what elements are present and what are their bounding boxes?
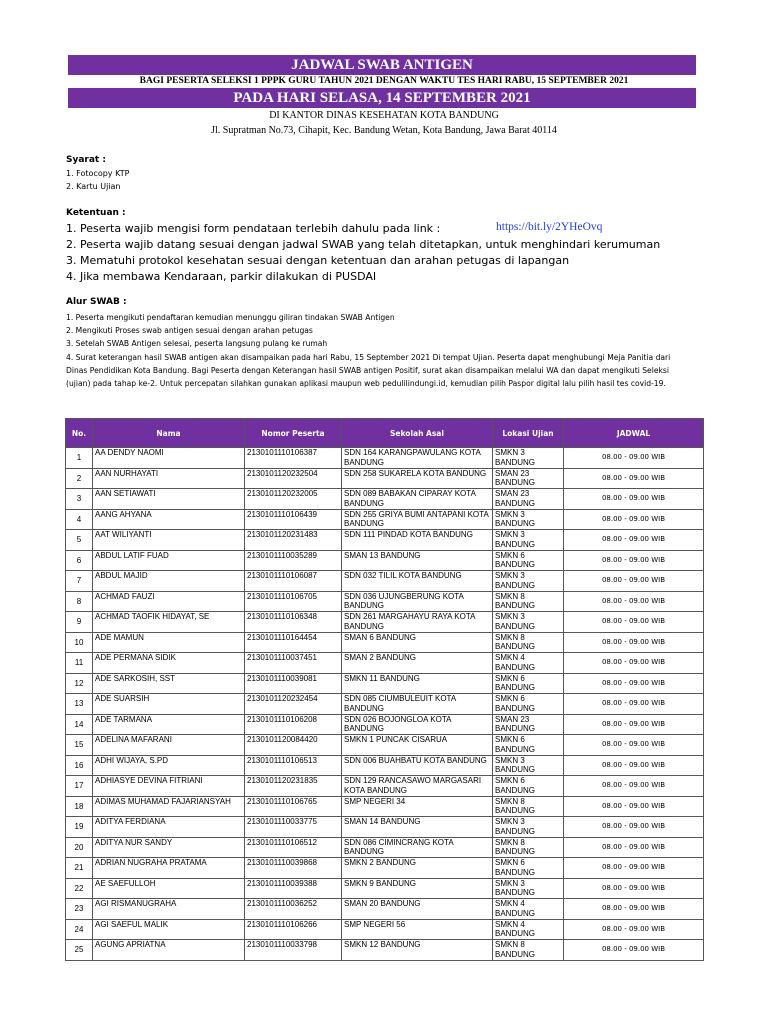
cell-lokasi-ujian: SMKN 6 BANDUNG — [493, 858, 564, 879]
cell-lokasi-ujian: SMKN 8 BANDUNG — [493, 940, 564, 961]
cell-jadwal: 08.00 - 09.00 WIB — [564, 878, 704, 899]
cell-jadwal: 08.00 - 09.00 WIB — [564, 530, 704, 551]
ketentuan-title: Ketentuan : — [66, 208, 126, 218]
cell-nomor-peserta: 2130101120231835 — [245, 776, 342, 797]
table-row — [66, 940, 704, 961]
cell-no: 10 — [66, 632, 93, 653]
table-row — [66, 468, 704, 489]
cell-sekolah-asal: SDN 086 CIMINCRANG KOTA BANDUNG — [342, 837, 493, 858]
cell-nama: AGI SAEFUL MALIK — [93, 919, 245, 940]
table-row — [66, 858, 704, 879]
cell-nomor-peserta: 2130101110106765 — [245, 796, 342, 817]
cell-nama: ADELINA MAFARANI — [93, 735, 245, 756]
header-lokasi-ujian: Lokasi Ujian — [493, 419, 564, 448]
alur-item: 1. Peserta mengikuti pendaftaran kemudian menunggu giliran tindakan SWAB Antigen — [66, 313, 395, 322]
table-row — [66, 448, 704, 469]
cell-nomor-peserta: 2130101110106512 — [245, 837, 342, 858]
cell-nomor-peserta: 2130101110106208 — [245, 714, 342, 735]
location-line: DI KANTOR DINAS KESEHATAN KOTA BANDUNG — [269, 110, 499, 121]
table-row — [66, 899, 704, 920]
subtitle: BAGI PESERTA SELEKSI 1 PPPK GURU TAHUN 2021 DENGAN WAKTU TES HARI RABU, 15 SEPTEMBER 2021 — [139, 76, 629, 86]
cell-nama: AGUNG APRIATNA — [93, 940, 245, 961]
cell-no: 14 — [66, 714, 93, 735]
cell-no: 13 — [66, 694, 93, 715]
cell-jadwal: 08.00 - 09.00 WIB — [564, 796, 704, 817]
cell-nomor-peserta: 2130101120232454 — [245, 694, 342, 715]
syarat-title: Syarat : — [66, 155, 106, 165]
cell-nomor-peserta: 2130101110036252 — [245, 899, 342, 920]
cell-lokasi-ujian: SMKN 6 BANDUNG — [493, 673, 564, 694]
cell-nama: AA DENDY NAOMI — [93, 448, 245, 469]
cell-sekolah-asal: SMKN 9 BANDUNG — [342, 878, 493, 899]
cell-no: 25 — [66, 940, 93, 961]
cell-no: 17 — [66, 776, 93, 797]
table-row — [66, 489, 704, 510]
table-row — [66, 673, 704, 694]
cell-no: 22 — [66, 878, 93, 899]
cell-lokasi-ujian: SMKN 3 BANDUNG — [493, 571, 564, 592]
cell-jadwal: 08.00 - 09.00 WIB — [564, 489, 704, 510]
cell-nomor-peserta: 2130101110106266 — [245, 919, 342, 940]
cell-sekolah-asal: SDN 111 PINDAD KOTA BANDUNG — [342, 530, 493, 551]
cell-jadwal: 08.00 - 09.00 WIB — [564, 612, 704, 633]
table-body — [66, 448, 704, 961]
cell-jadwal: 08.00 - 09.00 WIB — [564, 940, 704, 961]
table-row — [66, 591, 704, 612]
cell-no: 21 — [66, 858, 93, 879]
cell-sekolah-asal: SMAN 14 BANDUNG — [342, 817, 493, 838]
cell-nomor-peserta: 2130101110039868 — [245, 858, 342, 879]
cell-nama: ABDUL LATIF FUAD — [93, 550, 245, 571]
table-row — [66, 714, 704, 735]
cell-sekolah-asal: SDN 164 KARANGPAWULANG KOTA BANDUNG — [342, 448, 493, 469]
cell-sekolah-asal: SMKN 12 BANDUNG — [342, 940, 493, 961]
form-link[interactable]: https://bit.ly/2YHeOvq — [496, 221, 603, 233]
cell-no: 19 — [66, 817, 93, 838]
table-row — [66, 550, 704, 571]
alur-item: 4. Surat keterangan hasil SWAB antigen akan disampaikan pada hari Rabu, 15 September 2021 Di tempat Ujian. Peserta dapat menghubungi Meja Panitia dari Dinas Pendidikan Kota Bandung. Bagi Peserta dengan Keterangan hasil SWAB antigen Positif, surat akan disampaikan melalui WA dan dapat mengikuti Seleksi (ujian) pada tahap ke-2. Untuk percepatan silahkan gunakan aplikasi maupun web pedulilindungi.id, kemudian pilih Paspor digital lalu pilih hasil tes covid-19. — [66, 352, 671, 389]
syarat-item: 2. Kartu Ujian — [66, 182, 121, 191]
cell-nama: ACHMAD FAUZI — [93, 591, 245, 612]
cell-no: 2 — [66, 468, 93, 489]
cell-sekolah-asal: SMAN 2 BANDUNG — [342, 653, 493, 674]
cell-nomor-peserta: 2130101120231483 — [245, 530, 342, 551]
cell-lokasi-ujian: SMKN 3 BANDUNG — [493, 817, 564, 838]
cell-sekolah-asal: SMAN 6 BANDUNG — [342, 632, 493, 653]
cell-nama: ADITYA FERDIANA — [93, 817, 245, 838]
cell-jadwal: 08.00 - 09.00 WIB — [564, 448, 704, 469]
table-row — [66, 509, 704, 530]
alur-title: Alur SWAB : — [66, 297, 127, 307]
ketentuan-item: 4. Jika membawa Kendaraan, parkir dilakukan di PUSDAI — [66, 270, 377, 283]
cell-jadwal: 08.00 - 09.00 WIB — [564, 509, 704, 530]
alur-list — [66, 311, 694, 390]
cell-sekolah-asal: SMKN 2 BANDUNG — [342, 858, 493, 879]
cell-nama: ADE PERMANA SIDIK — [93, 653, 245, 674]
cell-jadwal: 08.00 - 09.00 WIB — [564, 673, 704, 694]
cell-no: 23 — [66, 899, 93, 920]
table-row — [66, 776, 704, 797]
cell-jadwal: 08.00 - 09.00 WIB — [564, 468, 704, 489]
cell-jadwal: 08.00 - 09.00 WIB — [564, 571, 704, 592]
cell-lokasi-ujian: SMKN 6 BANDUNG — [493, 735, 564, 756]
table-row — [66, 653, 704, 674]
cell-sekolah-asal: SMAN 20 BANDUNG — [342, 899, 493, 920]
cell-lokasi-ujian: SMKN 8 BANDUNG — [493, 837, 564, 858]
cell-jadwal: 08.00 - 09.00 WIB — [564, 735, 704, 756]
cell-jadwal: 08.00 - 09.00 WIB — [564, 776, 704, 797]
cell-nama: ADE TARMANA — [93, 714, 245, 735]
cell-lokasi-ujian: SMKN 3 BANDUNG — [493, 509, 564, 530]
cell-jadwal: 08.00 - 09.00 WIB — [564, 755, 704, 776]
cell-sekolah-asal: SDN 129 RANCASAWO MARGASARI KOTA BANDUNG — [342, 776, 493, 797]
cell-no: 20 — [66, 837, 93, 858]
cell-nama: ACHMAD TAOFIK HIDAYAT, SE — [93, 612, 245, 633]
cell-lokasi-ujian: SMKN 4 BANDUNG — [493, 919, 564, 940]
address-line: Jl. Supratman No.73, Cihapit, Kec. Bandung Wetan, Kota Bandung, Jawa Barat 40114 — [211, 125, 557, 136]
cell-nama: ADRIAN NUGRAHA PRATAMA — [93, 858, 245, 879]
cell-lokasi-ujian: SMAN 23 BANDUNG — [493, 489, 564, 510]
cell-no: 11 — [66, 653, 93, 674]
cell-nomor-peserta: 2130101110033798 — [245, 940, 342, 961]
cell-no: 18 — [66, 796, 93, 817]
cell-sekolah-asal: SDN 006 BUAHBATU KOTA BANDUNG — [342, 755, 493, 776]
cell-lokasi-ujian: SMKN 8 BANDUNG — [493, 632, 564, 653]
table-row — [66, 612, 704, 633]
table-row — [66, 694, 704, 715]
alur-item: 3. Setelah SWAB Antigen selesai, peserta langsung pulang ke rumah — [66, 339, 328, 349]
cell-jadwal: 08.00 - 09.00 WIB — [564, 714, 704, 735]
table-row — [66, 755, 704, 776]
cell-lokasi-ujian: SMKN 6 BANDUNG — [493, 776, 564, 797]
cell-nama: ADITYA NUR SANDY — [93, 837, 245, 858]
header-sekolah-asal: Sekolah Asal — [342, 419, 493, 448]
cell-lokasi-ujian: SMKN 4 BANDUNG — [493, 899, 564, 920]
cell-sekolah-asal: SMAN 13 BANDUNG — [342, 550, 493, 571]
cell-jadwal: 08.00 - 09.00 WIB — [564, 837, 704, 858]
cell-no: 16 — [66, 755, 93, 776]
day-banner: PADA HARI SELASA, 14 SEPTEMBER 2021 — [68, 88, 696, 108]
cell-jadwal: 08.00 - 09.00 WIB — [564, 632, 704, 653]
cell-nomor-peserta: 2130101110106439 — [245, 509, 342, 530]
cell-jadwal: 08.00 - 09.00 WIB — [564, 694, 704, 715]
cell-no: 4 — [66, 509, 93, 530]
cell-sekolah-asal: SDN 036 UJUNGBERUNG KOTA BANDUNG — [342, 591, 493, 612]
cell-nomor-peserta: 2130101120232005 — [245, 489, 342, 510]
cell-sekolah-asal: SMP NEGERI 34 — [342, 796, 493, 817]
cell-jadwal: 08.00 - 09.00 WIB — [564, 817, 704, 838]
cell-nama: AAN SETIAWATI — [93, 489, 245, 510]
cell-sekolah-asal: SMKN 1 PUNCAK CISARUA — [342, 735, 493, 756]
cell-nomor-peserta: 2130101110106387 — [245, 448, 342, 469]
cell-sekolah-asal: SDN 261 MARGAHAYU RAYA KOTA BANDUNG — [342, 612, 493, 633]
cell-sekolah-asal: SMP NEGERI 56 — [342, 919, 493, 940]
cell-lokasi-ujian: SMKN 8 BANDUNG — [493, 796, 564, 817]
table-row — [66, 632, 704, 653]
cell-no: 7 — [66, 571, 93, 592]
cell-nomor-peserta: 2130101110037451 — [245, 653, 342, 674]
cell-jadwal: 08.00 - 09.00 WIB — [564, 653, 704, 674]
table-row — [66, 735, 704, 756]
cell-lokasi-ujian: SMKN 8 BANDUNG — [493, 591, 564, 612]
table-row — [66, 837, 704, 858]
cell-nomor-peserta: 2130101110039081 — [245, 673, 342, 694]
cell-jadwal: 08.00 - 09.00 WIB — [564, 550, 704, 571]
title-banner: JADWAL SWAB ANTIGEN — [68, 55, 696, 75]
cell-sekolah-asal: SDN 032 TILIL KOTA BANDUNG — [342, 571, 493, 592]
cell-nama: ADE SUARSIH — [93, 694, 245, 715]
cell-sekolah-asal: SDN 258 SUKARELA KOTA BANDUNG — [342, 468, 493, 489]
cell-sekolah-asal: SDN 085 CIUMBULEUIT KOTA BANDUNG — [342, 694, 493, 715]
table-row — [66, 919, 704, 940]
cell-nama: ADIMAS MUHAMAD FAJARIANSYAH — [93, 796, 245, 817]
cell-lokasi-ujian: SMKN 3 BANDUNG — [493, 530, 564, 551]
cell-nomor-peserta: 2130101110106348 — [245, 612, 342, 633]
cell-nomor-peserta: 2130101110033775 — [245, 817, 342, 838]
cell-nomor-peserta: 2130101110106705 — [245, 591, 342, 612]
cell-nama: AGI RISMANUGRAHA — [93, 899, 245, 920]
schedule-table — [65, 418, 704, 961]
table-header-row — [66, 419, 704, 448]
cell-nama: AANG AHYANA — [93, 509, 245, 530]
ketentuan-item: 3. Mematuhi protokol kesehatan sesuai dengan ketentuan dan arahan petugas di lapangan — [66, 254, 570, 267]
cell-nama: ADHI WIJAYA, S.PD — [93, 755, 245, 776]
cell-sekolah-asal: SDN 089 BABAKAN CIPARAY KOTA BANDUNG — [342, 489, 493, 510]
ketentuan-item: 1. Peserta wajib mengisi form pendataan terlebih dahulu pada link : — [66, 222, 441, 235]
cell-jadwal: 08.00 - 09.00 WIB — [564, 591, 704, 612]
cell-nomor-peserta: 2130101110106513 — [245, 755, 342, 776]
cell-nomor-peserta: 2130101110164454 — [245, 632, 342, 653]
header-nama: Nama — [93, 419, 245, 448]
cell-lokasi-ujian: SMKN 6 BANDUNG — [493, 694, 564, 715]
cell-lokasi-ujian: SMKN 3 BANDUNG — [493, 612, 564, 633]
cell-lokasi-ujian: SMKN 3 BANDUNG — [493, 755, 564, 776]
cell-jadwal: 08.00 - 09.00 WIB — [564, 919, 704, 940]
cell-no: 12 — [66, 673, 93, 694]
cell-no: 9 — [66, 612, 93, 633]
cell-no: 8 — [66, 591, 93, 612]
cell-jadwal: 08.00 - 09.00 WIB — [564, 899, 704, 920]
cell-nomor-peserta: 2130101110106087 — [245, 571, 342, 592]
table-row — [66, 878, 704, 899]
header-jadwal: JADWAL — [564, 419, 704, 448]
cell-sekolah-asal: SMKN 11 BANDUNG — [342, 673, 493, 694]
cell-no: 5 — [66, 530, 93, 551]
header-no: No. — [66, 419, 93, 448]
cell-no: 6 — [66, 550, 93, 571]
cell-nama: ADE SARKOSIH, SST — [93, 673, 245, 694]
cell-lokasi-ujian: SMKN 3 BANDUNG — [493, 878, 564, 899]
cell-nomor-peserta: 2130101110035289 — [245, 550, 342, 571]
cell-nama: AAN NURHAYATI — [93, 468, 245, 489]
table-row — [66, 530, 704, 551]
cell-jadwal: 08.00 - 09.00 WIB — [564, 858, 704, 879]
cell-lokasi-ujian: SMKN 4 BANDUNG — [493, 653, 564, 674]
cell-no: 1 — [66, 448, 93, 469]
syarat-item: 1. Fotocopy KTP — [66, 169, 130, 178]
cell-nama: ADHIASYE DEVINA FITRIANI — [93, 776, 245, 797]
cell-nama: ABDUL MAJID — [93, 571, 245, 592]
alur-item: 2. Mengikuti Proses swab antigen sesuai dengan arahan petugas — [66, 326, 313, 336]
cell-no: 15 — [66, 735, 93, 756]
cell-lokasi-ujian: SMAN 23 BANDUNG — [493, 468, 564, 489]
cell-nomor-peserta: 2130101110039388 — [245, 878, 342, 899]
cell-no: 3 — [66, 489, 93, 510]
table-row — [66, 571, 704, 592]
cell-nama: ADE MAMUN — [93, 632, 245, 653]
table-row — [66, 817, 704, 838]
cell-sekolah-asal: SDN 255 GRIYA BUMI ANTAPANI KOTA BANDUNG — [342, 509, 493, 530]
cell-sekolah-asal: SDN 026 BOJONGLOA KOTA BANDUNG — [342, 714, 493, 735]
cell-lokasi-ujian: SMAN 23 BANDUNG — [493, 714, 564, 735]
cell-lokasi-ujian: SMKN 6 BANDUNG — [493, 550, 564, 571]
cell-lokasi-ujian: SMKN 3 BANDUNG — [493, 448, 564, 469]
cell-nama: AAT WILIYANTI — [93, 530, 245, 551]
cell-nama: AE SAEFULLOH — [93, 878, 245, 899]
cell-no: 24 — [66, 919, 93, 940]
cell-nomor-peserta: 2130101120084420 — [245, 735, 342, 756]
ketentuan-item: 2. Peserta wajib datang sesuai dengan jadwal SWAB yang telah ditetapkan, untuk menghindari kerumuman — [66, 238, 661, 251]
header-nomor-peserta: Nomor Peserta — [245, 419, 342, 448]
table-row — [66, 796, 704, 817]
cell-nomor-peserta: 2130101120232504 — [245, 468, 342, 489]
